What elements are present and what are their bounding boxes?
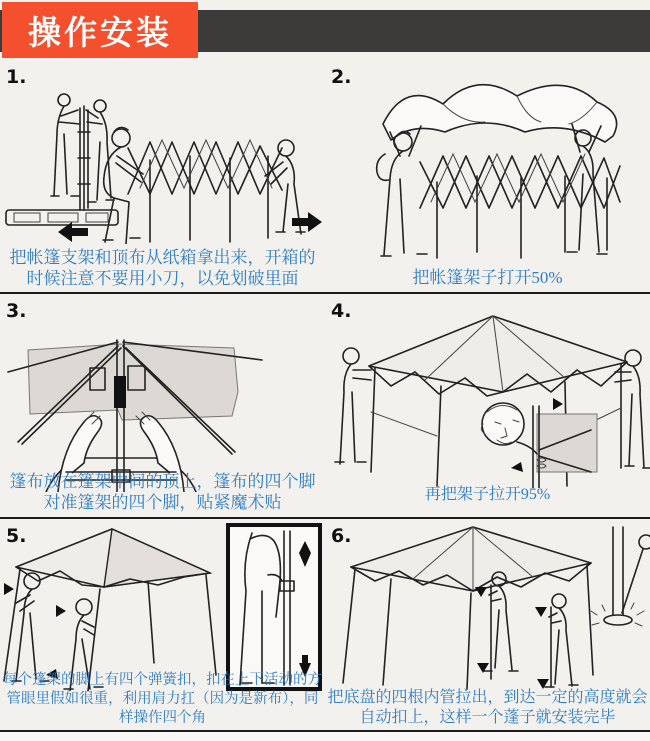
- step-4-number: 4.: [331, 300, 352, 322]
- step-6-number: 6.: [331, 525, 352, 547]
- step-5-panel: [0, 521, 325, 730]
- person-inside-left: [475, 572, 518, 679]
- step-1-number: 1.: [6, 66, 27, 88]
- step-4-caption: 再把架子拉开95%: [424, 486, 551, 503]
- row-divider: [0, 517, 650, 519]
- step-2-panel: [325, 62, 650, 292]
- row-divider: [0, 292, 650, 294]
- header-badge: [2, 2, 198, 58]
- half-open-frame: [420, 154, 620, 258]
- step-5-number: 5.: [6, 525, 27, 547]
- step-2-number: 2.: [331, 66, 352, 88]
- step-3-panel: [0, 296, 325, 517]
- step-1-panel: [0, 62, 325, 292]
- unpacking-scene: [6, 94, 118, 225]
- stake-inset: [591, 527, 650, 626]
- step-2-illustration: [325, 62, 650, 264]
- arrow-small-icon: [4, 583, 14, 595]
- bottom-strip: [0, 732, 650, 741]
- page-title: 操作安装: [28, 13, 172, 51]
- arrow-right-icon: [292, 212, 322, 232]
- person-left: [377, 126, 427, 256]
- arrow-up-small-icon: [475, 587, 487, 597]
- tent-scene: [4, 529, 216, 691]
- step-1-illustration: [0, 62, 325, 244]
- leg-adjust-inset: [228, 525, 320, 689]
- step-3-illustration: [0, 320, 325, 492]
- step-1-caption: 把帐篷支架和顶布从纸箱拿出来，开箱的时候注意不要用小刀，以免划破里面: [9, 248, 316, 288]
- step-5-illustration: [0, 523, 325, 691]
- step-6-panel: [325, 521, 650, 730]
- step-3-caption: 篷布放在篷架中间的顶上，篷布的四个脚对准篷架的四个脚，贴紧魔术贴: [9, 472, 316, 512]
- arrow-small-icon: [56, 605, 66, 617]
- person-inside-right: [535, 594, 578, 689]
- step-5-caption: 每个篷架的脚上有四个弹簧扣，扣在上下活动的方管眼里假如很重，利用肩力扛（因为是新布），同样操作四个角: [3, 672, 322, 726]
- step-2-caption: 把帐篷架子打开50%: [412, 268, 563, 287]
- arrow-up-small-icon: [535, 607, 547, 617]
- step-3-number: 3.: [6, 300, 27, 322]
- step-4-illustration: [325, 302, 650, 488]
- step-6-caption: 把底盘的四根内管拉出，到达一定的高度就会自动扣上，这样一个蓬子就安装完毕: [327, 689, 648, 726]
- person-left: [335, 348, 371, 464]
- step-4-panel: [325, 296, 650, 517]
- tent-scene: [343, 527, 593, 689]
- corner-closeup-inset: [481, 398, 597, 488]
- arrow-down-small-icon: [511, 462, 523, 472]
- arrow-left-small-icon: [553, 398, 563, 410]
- step-6-illustration: [325, 523, 650, 691]
